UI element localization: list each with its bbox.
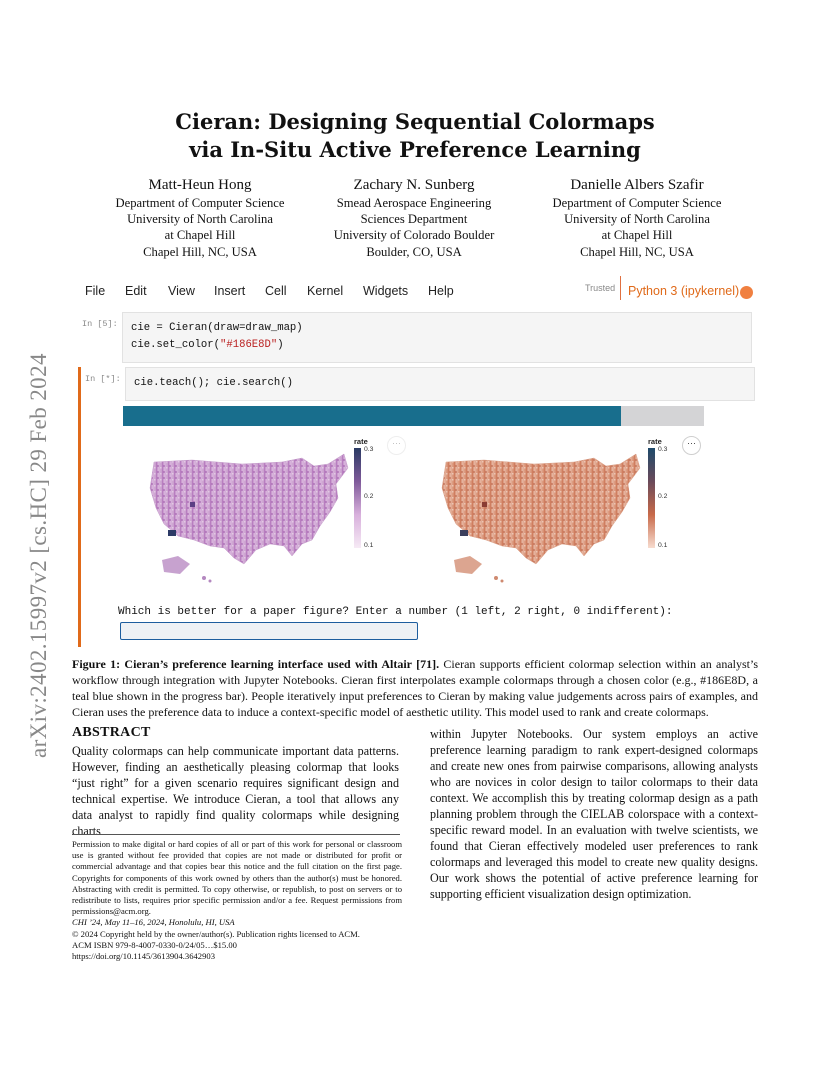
legend-title: rate — [354, 437, 368, 446]
author-affiliation: Department of Computer Science — [115, 196, 285, 210]
hawaii-shape — [202, 576, 206, 580]
title-line-2: via In-Situ Active Preference Learning — [189, 137, 641, 162]
code-line — [131, 337, 743, 354]
code-token: cie.set_color( — [131, 339, 221, 351]
legend-colorbar-purple — [354, 448, 361, 548]
map-left-purple[interactable] — [132, 440, 354, 590]
permission-footnote — [72, 839, 402, 962]
trusted-indicator[interactable]: Trusted — [585, 283, 616, 293]
author-affiliation: Sciences Department — [360, 212, 468, 227]
map-highlight-region — [190, 502, 195, 507]
alaska-shape — [454, 556, 482, 574]
author-name: Danielle Albers Szafir — [570, 177, 704, 193]
code-editor[interactable] — [125, 367, 755, 401]
author-affiliation: at Chapel Hill — [601, 228, 673, 243]
author-affiliation: Chapel Hill, NC, USA — [143, 244, 257, 259]
legend-tick: 0.2 — [364, 493, 374, 500]
menu-insert[interactable]: Insert — [214, 284, 246, 298]
abstract-heading: ABSTRACT — [72, 725, 151, 740]
menu-edit[interactable]: Edit — [125, 284, 147, 298]
code-line: cie = Cieran(draw=draw_map) — [131, 322, 303, 334]
preference-input[interactable] — [120, 622, 418, 640]
code-line: cie.teach(); cie.search() — [134, 377, 293, 389]
isbn-text: ACM ISBN 979-8-4007-0330-0/24/05…$15.00 — [72, 939, 237, 950]
cell-prompt: In [*]: — [85, 374, 121, 384]
progress-bar — [123, 406, 704, 426]
legend-colorbar-orange — [648, 448, 655, 548]
menu-kernel[interactable]: Kernel — [307, 284, 344, 298]
preference-prompt: Which is better for a paper figure? Enter a number (1 left, 2 right, 0 indifferent): — [118, 606, 673, 618]
caption-text: Cieran supports efficient colormap selection within an analyst’s workflow through integration with Jupyter Notebooks. Cieran first interpolates example colormaps through a chosen color (e.g., #186E8D, a teal blue shown in the progress bar). People iteratively input preferences to Cieran by making value judgements across pairs of examples, and Cieran uses the preference data to induce a context-specific model of aesthetic utility. This model used to rank and create colormaps. — [72, 657, 758, 719]
legend-tick: 0.2 — [658, 493, 668, 500]
kernel-status-icon — [740, 286, 753, 299]
author-block-2 — [294, 175, 534, 260]
usa-map-shape — [150, 454, 348, 564]
legend-tick: 0.3 — [364, 446, 374, 453]
venue-text: CHI ’24, May 11–16, 2024, Honolulu, HI, USA — [72, 917, 235, 928]
author-affiliation: University of North Carolina — [564, 212, 710, 227]
author-affiliation: at Chapel Hill — [164, 228, 236, 243]
alaska-shape — [162, 556, 190, 574]
hawaii-shape — [501, 580, 504, 583]
usa-map-shape — [442, 454, 640, 564]
menu-cell[interactable]: Cell — [265, 284, 287, 298]
author-affiliation: Boulder, CO, USA — [366, 244, 462, 259]
menu-view[interactable]: View — [168, 284, 195, 298]
figure-caption — [72, 656, 758, 720]
author-affiliation: Chapel Hill, NC, USA — [580, 244, 694, 259]
paper-title — [100, 108, 730, 164]
notebook-figure — [72, 272, 762, 644]
title-line-1: Cieran: Designing Sequential Colormaps — [175, 109, 655, 134]
author-affiliation: Smead Aerospace Engineering — [336, 196, 492, 210]
author-block-3 — [517, 175, 757, 260]
legend-tick: 0.3 — [658, 446, 668, 453]
abstract-column-1: Quality colormaps can help communicate important data patterns. However, finding an aesthetically pleasing colormap that looks “just right” for a given scenario requires significant design and technical expertise. We introduce Cieran, a tool that allows any data analyst to rapidly find quality colormaps while designing charts — [72, 744, 399, 838]
permission-text: Permission to make digital or hard copies of all or part of this work for personal or classroom use is granted without fee provided that copies are not made or distributed for profit or commercial advantage and that copies bear this notice and the full citation on the first page. Copyrights for components of this work owned by others than the author(s) must be honored. Abstracting with credit is permitted. To copy otherwise, or republish, to post on servers or to redistribute to lists, requires prior specific permission and/or a fee. Request permissions from permissions@acm.org. — [72, 839, 402, 917]
more-options-icon[interactable]: ··· — [682, 436, 701, 455]
cell-prompt: In [5]: — [82, 319, 118, 329]
menu-widgets[interactable]: Widgets — [363, 284, 409, 298]
hawaii-shape — [209, 580, 212, 583]
footnote-divider — [72, 834, 400, 835]
menu-help[interactable]: Help — [428, 284, 454, 298]
legend-title: rate — [648, 437, 662, 446]
map-highlight-region — [460, 530, 468, 536]
legend-tick: 0.1 — [364, 542, 374, 549]
hawaii-shape — [494, 576, 498, 580]
author-affiliation: Department of Computer Science — [552, 196, 722, 210]
copyright-text: © 2024 Copyright held by the owner/author(s). Publication rights licensed to ACM. — [72, 928, 360, 939]
author-name: Matt-Heun Hong — [148, 177, 252, 193]
menu-file[interactable]: File — [85, 284, 106, 298]
progress-bar-fill — [123, 406, 621, 426]
author-affiliation: University of Colorado Boulder — [333, 228, 495, 243]
map-right-orange[interactable] — [424, 440, 646, 590]
abstract-column-2: within Jupyter Notebooks. Our system employs an active preference learning paradigm to rank expert-designed colormaps and create new ones from pairwise comparisons, allowing analysts who are novices in color design to tailor colormaps to their data context. We accomplish this by treating colormap design as a path planning problem through the CIELAB colorspace with a context-specific reward model. In an evaluation with twelve scientists, we found that Cieran effectively modeled user preferences to rank colormaps and leveraged this model to create new quality designs. Our work shows the potential of active preference learning for supporting efficient visualization design optimization. — [430, 727, 758, 901]
more-options-icon[interactable]: ··· — [387, 436, 406, 455]
notebook-menubar — [72, 272, 762, 310]
caption-label: Figure 1: Cieran’s preference learning interface used with Altair [71]. — [72, 657, 440, 671]
map-highlight-region — [482, 502, 487, 507]
author-name: Zachary N. Sunberg — [353, 177, 475, 193]
arxiv-identifier: arXiv:2402.15997v2 [cs.HC] 29 Feb 2024 — [26, 353, 51, 758]
code-editor[interactable] — [122, 312, 752, 363]
legend-tick: 0.1 — [658, 542, 668, 549]
code-cell-1[interactable] — [78, 312, 752, 362]
code-token: ) — [277, 339, 284, 351]
map-highlight-region — [168, 530, 176, 536]
author-affiliation: University of North Carolina — [127, 212, 273, 227]
doi-link[interactable]: https://doi.org/10.1145/3613904.3642903 — [72, 951, 215, 962]
author-block-1 — [80, 175, 320, 260]
code-string: "#186E8D" — [220, 339, 278, 351]
kernel-name[interactable]: Python 3 (ipykernel) — [620, 276, 739, 300]
